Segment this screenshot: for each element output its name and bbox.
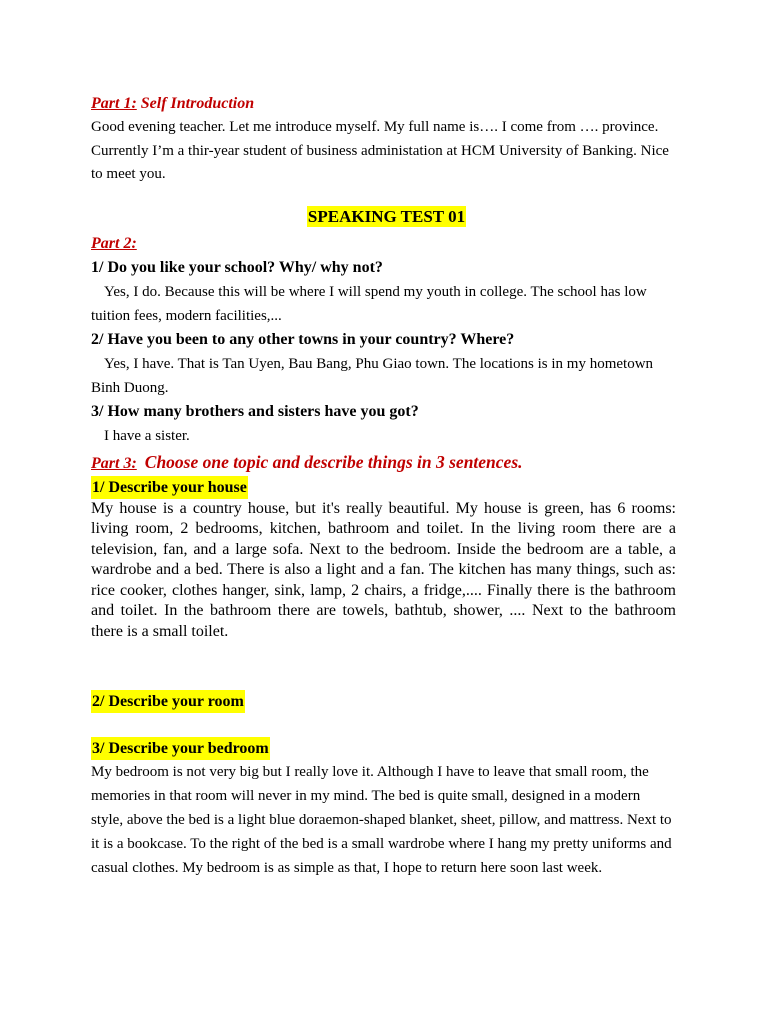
spacer	[91, 713, 676, 737]
test-title-wrap	[91, 205, 676, 229]
part2-answer-1	[91, 280, 676, 328]
part1-heading	[91, 92, 676, 116]
topic-bedroom-heading: 3/ Describe your bedroom	[91, 737, 270, 760]
part2-question-3: 3/ How many brothers and sisters have you got?	[91, 402, 419, 420]
document-page	[91, 92, 676, 881]
part3-topic: Choose one topic and describe things in 3 sentences.	[144, 451, 523, 472]
spacer	[91, 643, 676, 690]
topic-bedroom-text: My bedroom is not very big but I really love it. Although I have to leave that small room, the memories in that room will never in my mind. The bed is quite small, designed in a modern style, above the bed is a light blue doraemon-shaped blanket, sheet, pillow, and mattress. Next to it is a bookcase. To the right of the bed is a small wardrobe where I hang my pretty uniforms and casual clothes. My bedroom is as simple as that, I hope to return here soon last week.	[91, 763, 672, 877]
part3-heading	[91, 450, 676, 476]
part2-question-2: 2/ Have you been to any other towns in your country? Where?	[91, 330, 515, 348]
part2-answer-1-text: Yes, I do. Because this will be where I will spend my youth in college. The school has low tuition fees, modern facilities,...	[91, 283, 647, 324]
part1-title: Self Introduction	[136, 95, 255, 112]
part2-label: Part 2:	[91, 234, 137, 252]
topic-house-text: My house is a country house, but it's really beautiful. My house is green, has 6 rooms: living room, 2 bedrooms, kitchen, bathroom and toilet. In the living room there are a television, fan, and a large sofa. Next to the bedroom. Inside the bedroom are a table, a wardrobe and a bed. There is also a light and a fan. The kitchen has many things, such as: rice cooker, clothes hanger, sink, lamp, 2 chairs, a fridge,.... Finally there is the bathroom and toilet. In the bathroom there are towels, bathtub, shower, .... Next to the bathroom there is a small toilet.	[91, 499, 676, 641]
topic-room-heading: 2/ Describe your room	[91, 690, 245, 713]
part2-answer-3	[91, 424, 676, 448]
topic-house-heading: 1/ Describe your house	[91, 476, 248, 499]
part3-label: Part 3:	[91, 454, 137, 472]
part2-answer-2-text: Yes, I have. That is Tan Uyen, Bau Bang, Phu Giao town. The locations is in my hometown Binh Duong.	[91, 355, 654, 396]
part2-answer-3-text: I have a sister.	[104, 427, 190, 444]
part2-question-1: 1/ Do you like your school? Why/ why not?	[91, 258, 383, 276]
test-title: SPEAKING TEST 01	[307, 206, 466, 226]
part2-heading	[91, 232, 676, 256]
part1-label: Part 1:	[91, 95, 137, 112]
part2-answer-2	[91, 352, 676, 400]
self-introduction-text: Good evening teacher. Let me introduce myself. My full name is…. I come from …. province. Currently I’m a thir-year student of business administation at HCM University of Banking. Nice to meet you.	[91, 119, 669, 182]
